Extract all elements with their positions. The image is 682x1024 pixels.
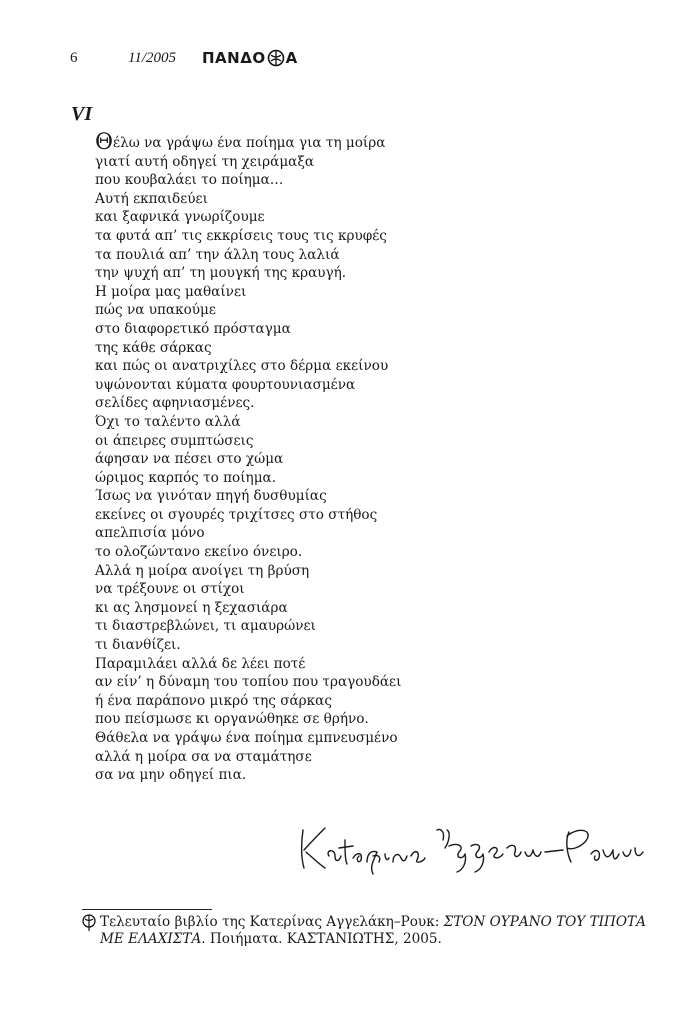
poem-line: ή ένα παράπονο μικρό της σάρκας (95, 692, 332, 709)
poem-line: που κουβαλάει το ποίημα… (95, 172, 284, 189)
page-number: 6 (70, 50, 78, 66)
poem-line: αλλά η μοίρα σα να σταμάτησε (95, 748, 312, 765)
poem-line: τα πουλιά απ’ την άλλη τους λαλιά (95, 246, 340, 263)
poem-dropcap: Θ (95, 130, 114, 155)
book-title-continued: ΜΕ ΕΛΑΧΙΣΤΑ (100, 931, 202, 947)
magazine-logo (202, 49, 298, 67)
poem-line: της κάθε σάρκας (95, 339, 212, 356)
footnote-publisher: . Ποιήματα. ΚΑΣΤΑΝΙΩΤΗΣ, 2005. (201, 931, 442, 947)
poem-line: απελπισία μόνο (95, 525, 205, 542)
pandora-logo-icon (267, 49, 285, 67)
poem-line: Η μοίρα μας μαθαίνει (95, 283, 247, 300)
footnote-divider (82, 909, 212, 910)
poem-line: Θέλω να γράψω ένα ποίημα για τη μοίρα (95, 130, 386, 155)
poem-line: την ψυχή απ’ τη μουγκή της κραυγή. (95, 265, 347, 282)
footnote-marker-icon (82, 914, 96, 932)
poem-line: και πώς οι ανατριχίλες στο δέρμα εκείνου (95, 358, 389, 375)
poem-line: ώριμος καρπός το ποίημα. (95, 469, 277, 486)
author-signature (295, 818, 650, 878)
poem-line: οι άπειρες συμπτώσεις (95, 432, 254, 449)
book-title: ΣΤΟΝ ΟΥΡΑΝΟ ΤΟΥ ΤΙΠΟΤΑ (443, 914, 646, 930)
poem-line: Παραμιλάει αλλά δε λέει ποτέ (95, 655, 306, 672)
issue-date: 11/2005 (128, 50, 177, 66)
poem-line: Όχι το ταλέντο αλλά (95, 413, 241, 430)
poem-line: πώς να υπακούμε (95, 302, 216, 319)
poem-line: στο διαφορετικό πρόσταγμα (95, 320, 291, 337)
poem-line: να τρέξουνε οι στίχοι (95, 581, 245, 598)
poem-line: Αυτή εκπαιδεύει (95, 190, 208, 207)
poem-line: το ολοζώντανο εκείνο όνειρο. (95, 544, 303, 561)
poem-line: που πείσμωσε κι οργανώθηκε σε θρήνο. (95, 711, 369, 728)
poem-line: γιατί αυτή οδηγεί τη χειράμαξα (95, 153, 315, 170)
poem-line: τα φυτά απ’ τις εκκρίσεις τους τις κρυφές (95, 227, 387, 244)
page-header (70, 50, 350, 72)
poem-line: σελίδες αφηνιασμένες. (95, 395, 255, 412)
poem-line: άφησαν να πέσει στο χώμα (95, 451, 284, 468)
poem-line: υψώνονται κύματα φουρτουνιασμένα (95, 376, 356, 393)
poem-line: τι διαστρεβλώνει, τι αμαυρώνει (95, 618, 316, 635)
section-heading: VI (71, 103, 93, 125)
poem (95, 130, 615, 785)
poem-line: σα να μην οδηγεί πια. (95, 767, 247, 784)
magazine-name-right: Α (285, 49, 298, 67)
magazine-name-left: ΠΑΝΔΟ (202, 49, 266, 67)
poem-line: αν είν’ η δύναμη του τοπίου που τραγουδάει (95, 674, 402, 691)
poem-line: κι ας λησμονεί η ξεχασιάρα (95, 599, 288, 616)
poem-line: εκείνες οι σγουρές τριχίτσες στο στήθος (95, 506, 378, 523)
poem-line: Αλλά η μοίρα ανοίγει τη βρύση (95, 562, 310, 579)
footnote-text: Τελευταίο βιβλίο της Κατερίνας Αγγελάκη–Ρουκ: (100, 914, 444, 930)
poem-line: και ξαφνικά γνωρίζουμε (95, 209, 265, 226)
poem-line: τι διανθίζει. (95, 637, 181, 654)
poem-line: Ίσως να γινόταν πηγή δυσθυμίας (95, 488, 327, 505)
poem-line: Θάθελα να γράψω ένα ποίημα εμπνευσμένο (95, 730, 398, 746)
footnote (82, 914, 652, 948)
